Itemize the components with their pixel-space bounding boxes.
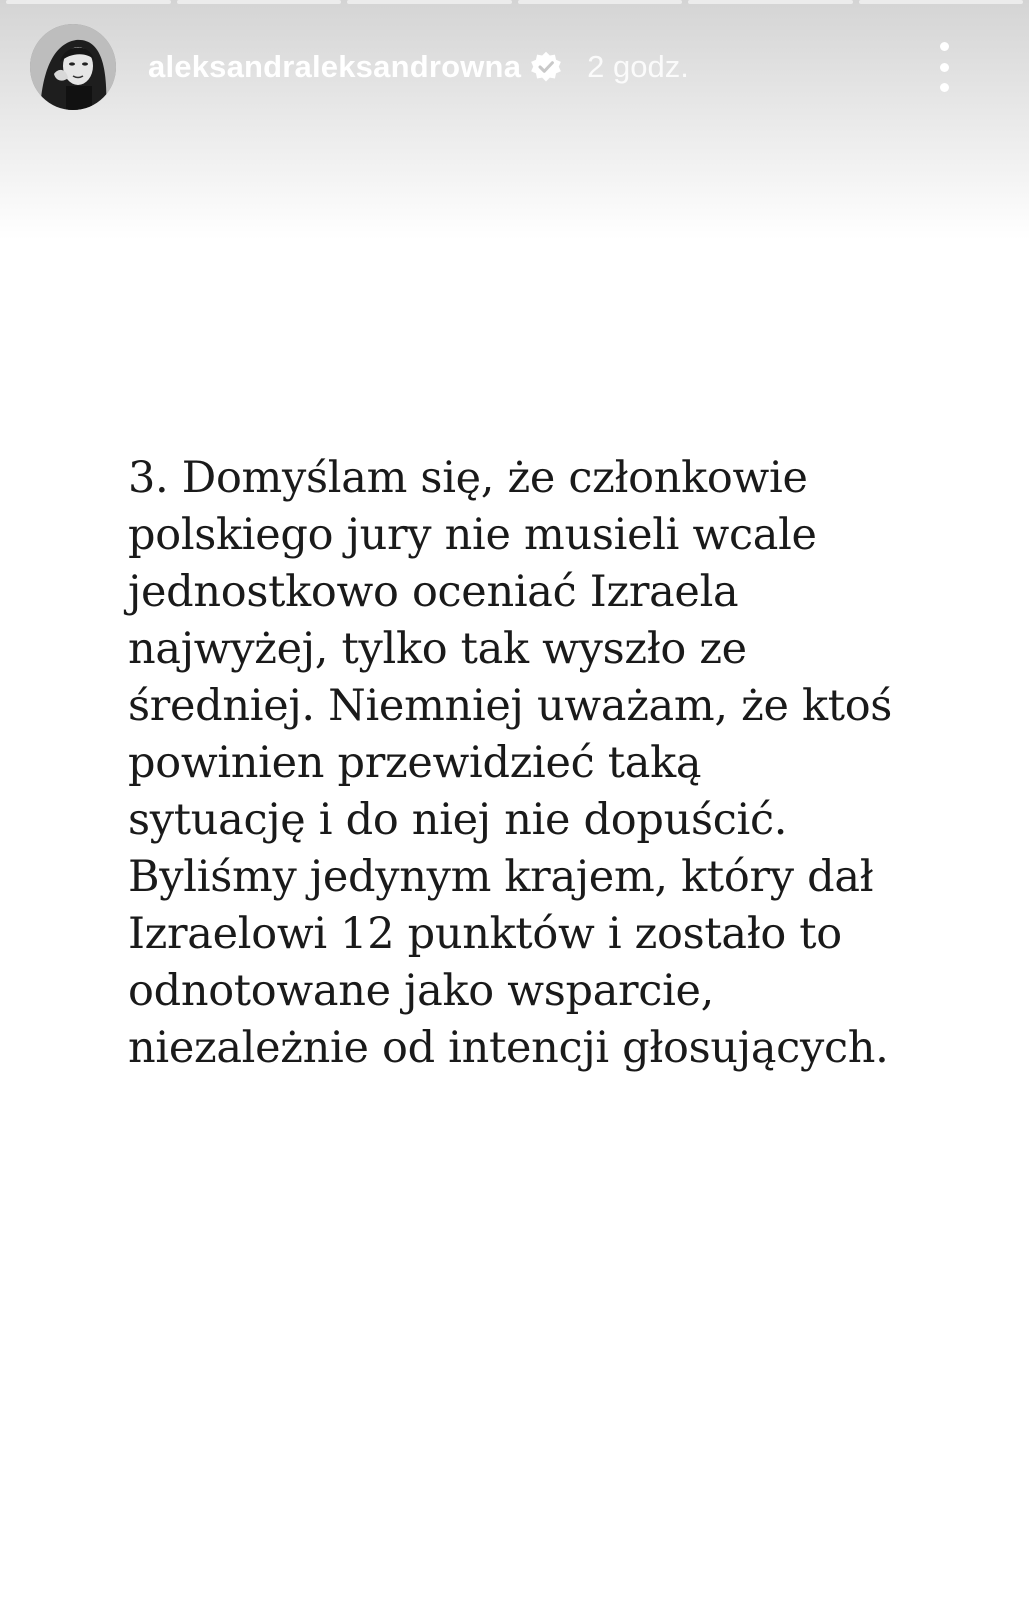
progress-segment <box>859 0 1024 4</box>
more-vertical-icon <box>940 42 949 51</box>
progress-segment <box>688 0 853 4</box>
story-text-line: odnotowane jako wsparcie, <box>128 966 715 1016</box>
story-text-line: powinien przewidzieć taką <box>128 738 702 788</box>
story-header <box>30 22 999 112</box>
story-text-block <box>128 450 928 1077</box>
story-text-line: niezależnie od intencji głosujących. <box>128 1023 889 1073</box>
story-progress-bar <box>0 0 1029 6</box>
more-vertical-icon <box>940 63 949 72</box>
progress-segment <box>518 0 683 4</box>
progress-segment <box>6 0 171 4</box>
progress-segment <box>347 0 512 4</box>
story-text-line: jednostkowo oceniać Izraela <box>128 567 739 617</box>
more-options-button[interactable] <box>929 42 959 92</box>
post-timestamp: 2 godz. <box>587 49 689 84</box>
avatar-photo-icon <box>30 24 116 110</box>
story-text-line: średniej. Niemniej uważam, że ktoś <box>128 681 893 731</box>
verified-badge-icon <box>529 50 563 84</box>
story-text-line: Byliśmy jedynym krajem, który dał <box>128 852 874 902</box>
avatar[interactable] <box>30 24 116 110</box>
story-text-line: 3. Domyślam się, że członkowie <box>128 453 808 503</box>
story-text-line: sytuację i do niej nie dopuścić. <box>128 795 788 845</box>
more-vertical-icon <box>940 83 949 92</box>
username[interactable]: aleksandraleksandrowna <box>148 49 522 84</box>
story-text-line: Izraelowi 12 punktów i zostało to <box>128 909 842 959</box>
story-text-line: polskiego jury nie musieli wcale <box>128 510 817 560</box>
progress-segment <box>177 0 342 4</box>
story-text-line: najwyżej, tylko tak wyszło ze <box>128 624 747 674</box>
